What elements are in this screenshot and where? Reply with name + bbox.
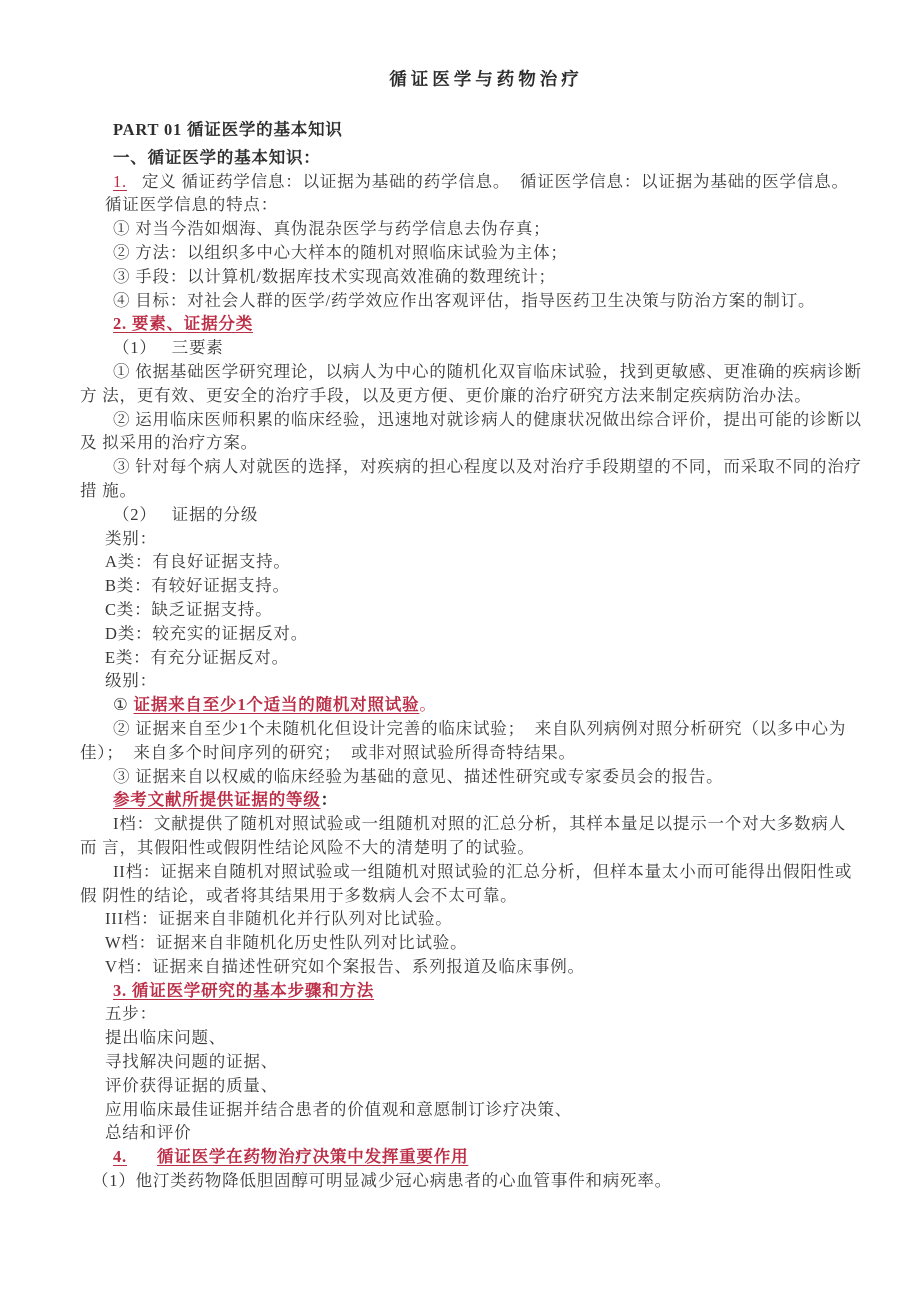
feature-4	[80, 289, 892, 313]
text-segment: ② 运用临床医师积累的临床经验，迅速地对就诊病人的健康状况做出综合评价，提出可能的诊断以	[113, 409, 862, 429]
text-segment: 措 施。	[80, 480, 137, 500]
text-segment: 假 阴性的结论，或者将其结果用于多数病人会不太可靠。	[80, 885, 518, 905]
level-label	[80, 669, 892, 693]
step-3	[80, 1074, 892, 1098]
tier-2-line-1	[80, 860, 892, 884]
tier-4	[80, 931, 892, 955]
text-segment: 方 法，更有效、更安全的治疗手段，以及更方便、更价廉的治疗研究方法来制定疾病防治办法。	[80, 385, 812, 405]
tier-5	[80, 955, 892, 979]
text-segment: 应用临床最佳证据并结合患者的价值观和意愿制订诊疗决策、	[105, 1099, 573, 1119]
three-elements-label	[80, 336, 892, 360]
text-segment: PART 01 循证医学的基本知识	[113, 120, 343, 139]
tier-1-line-1	[80, 812, 892, 836]
category-label	[80, 527, 892, 551]
tier-3	[80, 907, 892, 931]
document-body	[80, 118, 892, 1193]
features-intro	[80, 193, 892, 217]
element-3-line-2	[80, 479, 892, 503]
text-segment: ③ 手段：以计算机/数据库技术实现高效准确的数理统计；	[113, 266, 556, 286]
step-5	[80, 1121, 892, 1145]
text-segment: 评价获得证据的质量、	[105, 1075, 278, 1095]
part-heading	[80, 118, 892, 142]
text-segment: （1）他汀类药物降低胆固醇可明显减少冠心病患者的心血管事件和病死率。	[92, 1171, 672, 1191]
level-2-line-2	[80, 741, 892, 765]
category-d	[80, 622, 892, 646]
feature-1	[80, 217, 892, 241]
text-segment: ② 证据来自至少1个未随机化但设计完善的临床试验； 来自队列病例对照分析研究（以多中心为	[113, 718, 847, 738]
page-title: 循证医学与药物治疗	[389, 69, 583, 89]
element-3-line-1	[80, 455, 892, 479]
text-segment: 证据的分级	[171, 504, 259, 524]
definition-item	[80, 170, 892, 194]
text-segment: 3. 循证医学研究的基本步骤和方法	[113, 980, 375, 1000]
text-segment: 证据来自至少1个适当的随机对照试验	[133, 695, 420, 715]
category-e	[80, 646, 892, 670]
text-segment: ④ 目标：对社会人群的医学/药学效应作出客观评估，指导医药卫生决策与防治方案的制订。	[113, 290, 816, 310]
text-segment: 五步：	[105, 1004, 157, 1024]
text-segment: 2. 要素、证据分类	[113, 314, 253, 334]
ref-evidence-heading	[80, 788, 892, 812]
text-segment: 级别：	[105, 671, 157, 691]
heading-ebm-drug-decision	[80, 1145, 892, 1169]
statin-item	[80, 1169, 892, 1193]
text-segment: 。	[419, 695, 437, 715]
category-b	[80, 574, 892, 598]
text-segment: ①	[113, 695, 134, 715]
text-segment: 循证医学信息的特点：	[105, 195, 278, 215]
text-segment: 佳）； 来自多个时间序列的研究； 或非对照试验所得奇特结果。	[80, 742, 576, 762]
feature-2	[80, 241, 892, 265]
element-1-line-1	[80, 360, 892, 384]
text-segment: E类：有充分证据反对。	[105, 647, 289, 667]
text-segment: 而 言，其假阳性或假阴性结论风险不大的清楚明了的试验。	[80, 837, 535, 857]
text-segment: ：	[320, 790, 338, 810]
category-a	[80, 550, 892, 574]
heading-elements-classification	[80, 312, 892, 336]
text-segment: 参考文献所提供证据的等级	[113, 790, 321, 810]
level-1	[80, 693, 892, 717]
tier-1-line-2	[80, 836, 892, 860]
text-segment: 总结和评价	[105, 1123, 192, 1143]
text-segment: （2）	[113, 504, 157, 524]
text-segment: B类：有较好证据支持。	[105, 576, 290, 596]
heading-steps-methods	[80, 979, 892, 1003]
text-segment: 提出临床问题、	[105, 1028, 227, 1048]
evidence-grading-label	[80, 503, 892, 527]
text-segment: D类：较充实的证据反对。	[105, 623, 309, 643]
text-segment: 类别：	[105, 528, 157, 548]
text-segment: 一、循证医学的基本知识：	[113, 147, 321, 167]
text-segment: II档：证据来自随机对照试验或一组随机对照试验的汇总分析，但样本量太小而可能得出假阳性或	[113, 861, 853, 881]
text-segment: A类：有良好证据支持。	[105, 552, 291, 572]
text-segment: （1）	[113, 338, 157, 358]
text-segment: ① 对当今浩如烟海、真伪混杂医学与药学信息去伪存真；	[113, 219, 551, 239]
feature-3	[80, 265, 892, 289]
step-1	[80, 1026, 892, 1050]
text-segment: 寻找解决问题的证据、	[105, 1052, 278, 1072]
step-2	[80, 1050, 892, 1074]
text-segment: ③ 针对每个病人对就医的选择，对疾病的担心程度以及对治疗手段期望的不同，而采取不同的治疗	[113, 457, 862, 477]
text-segment: 循证医学在药物治疗决策中发挥重要作用	[156, 1147, 469, 1167]
text-segment: ① 依据基础医学研究理论，以病人为中心的随机化双盲临床试验，找到更敏感、更准确的疾病诊断	[113, 361, 862, 381]
five-steps-label	[80, 1002, 892, 1026]
text-segment: 定义 循证药学信息：以证据为基础的药学信息。 循证医学信息：以证据为基础的医学信息。	[141, 171, 849, 191]
text-segment: 4.	[113, 1147, 127, 1167]
level-3	[80, 765, 892, 789]
text-segment: I档：文献提供了随机对照试验或一组随机对照的汇总分析，其样本量足以提示一个对大多数病人	[113, 814, 846, 834]
level-2-line-1	[80, 717, 892, 741]
element-2-line-1	[80, 408, 892, 432]
text-segment: ③ 证据来自以权威的临床经验为基础的意见、描述性研究或专家委员会的报告。	[113, 766, 724, 786]
text-segment: 及 拟采用的治疗方案。	[80, 433, 258, 453]
text-segment: III档：证据来自非随机化并行队列对比试验。	[105, 909, 453, 929]
text-segment: W档：证据来自非随机化历史性队列对比试验。	[105, 933, 468, 953]
text-segment: 1.	[113, 171, 127, 191]
text-segment: 三要素	[171, 338, 224, 358]
text-segment: V档：证据来自描述性研究如个案报告、系列报道及临床事例。	[105, 956, 585, 976]
element-1-line-2	[80, 384, 892, 408]
element-2-line-2	[80, 431, 892, 455]
section-heading	[80, 146, 892, 170]
category-c	[80, 598, 892, 622]
tier-2-line-2	[80, 884, 892, 908]
text-segment: ② 方法：以组织多中心大样本的随机对照临床试验为主体；	[113, 242, 568, 262]
text-segment: C类：缺乏证据支持。	[105, 599, 273, 619]
step-4	[80, 1098, 892, 1122]
